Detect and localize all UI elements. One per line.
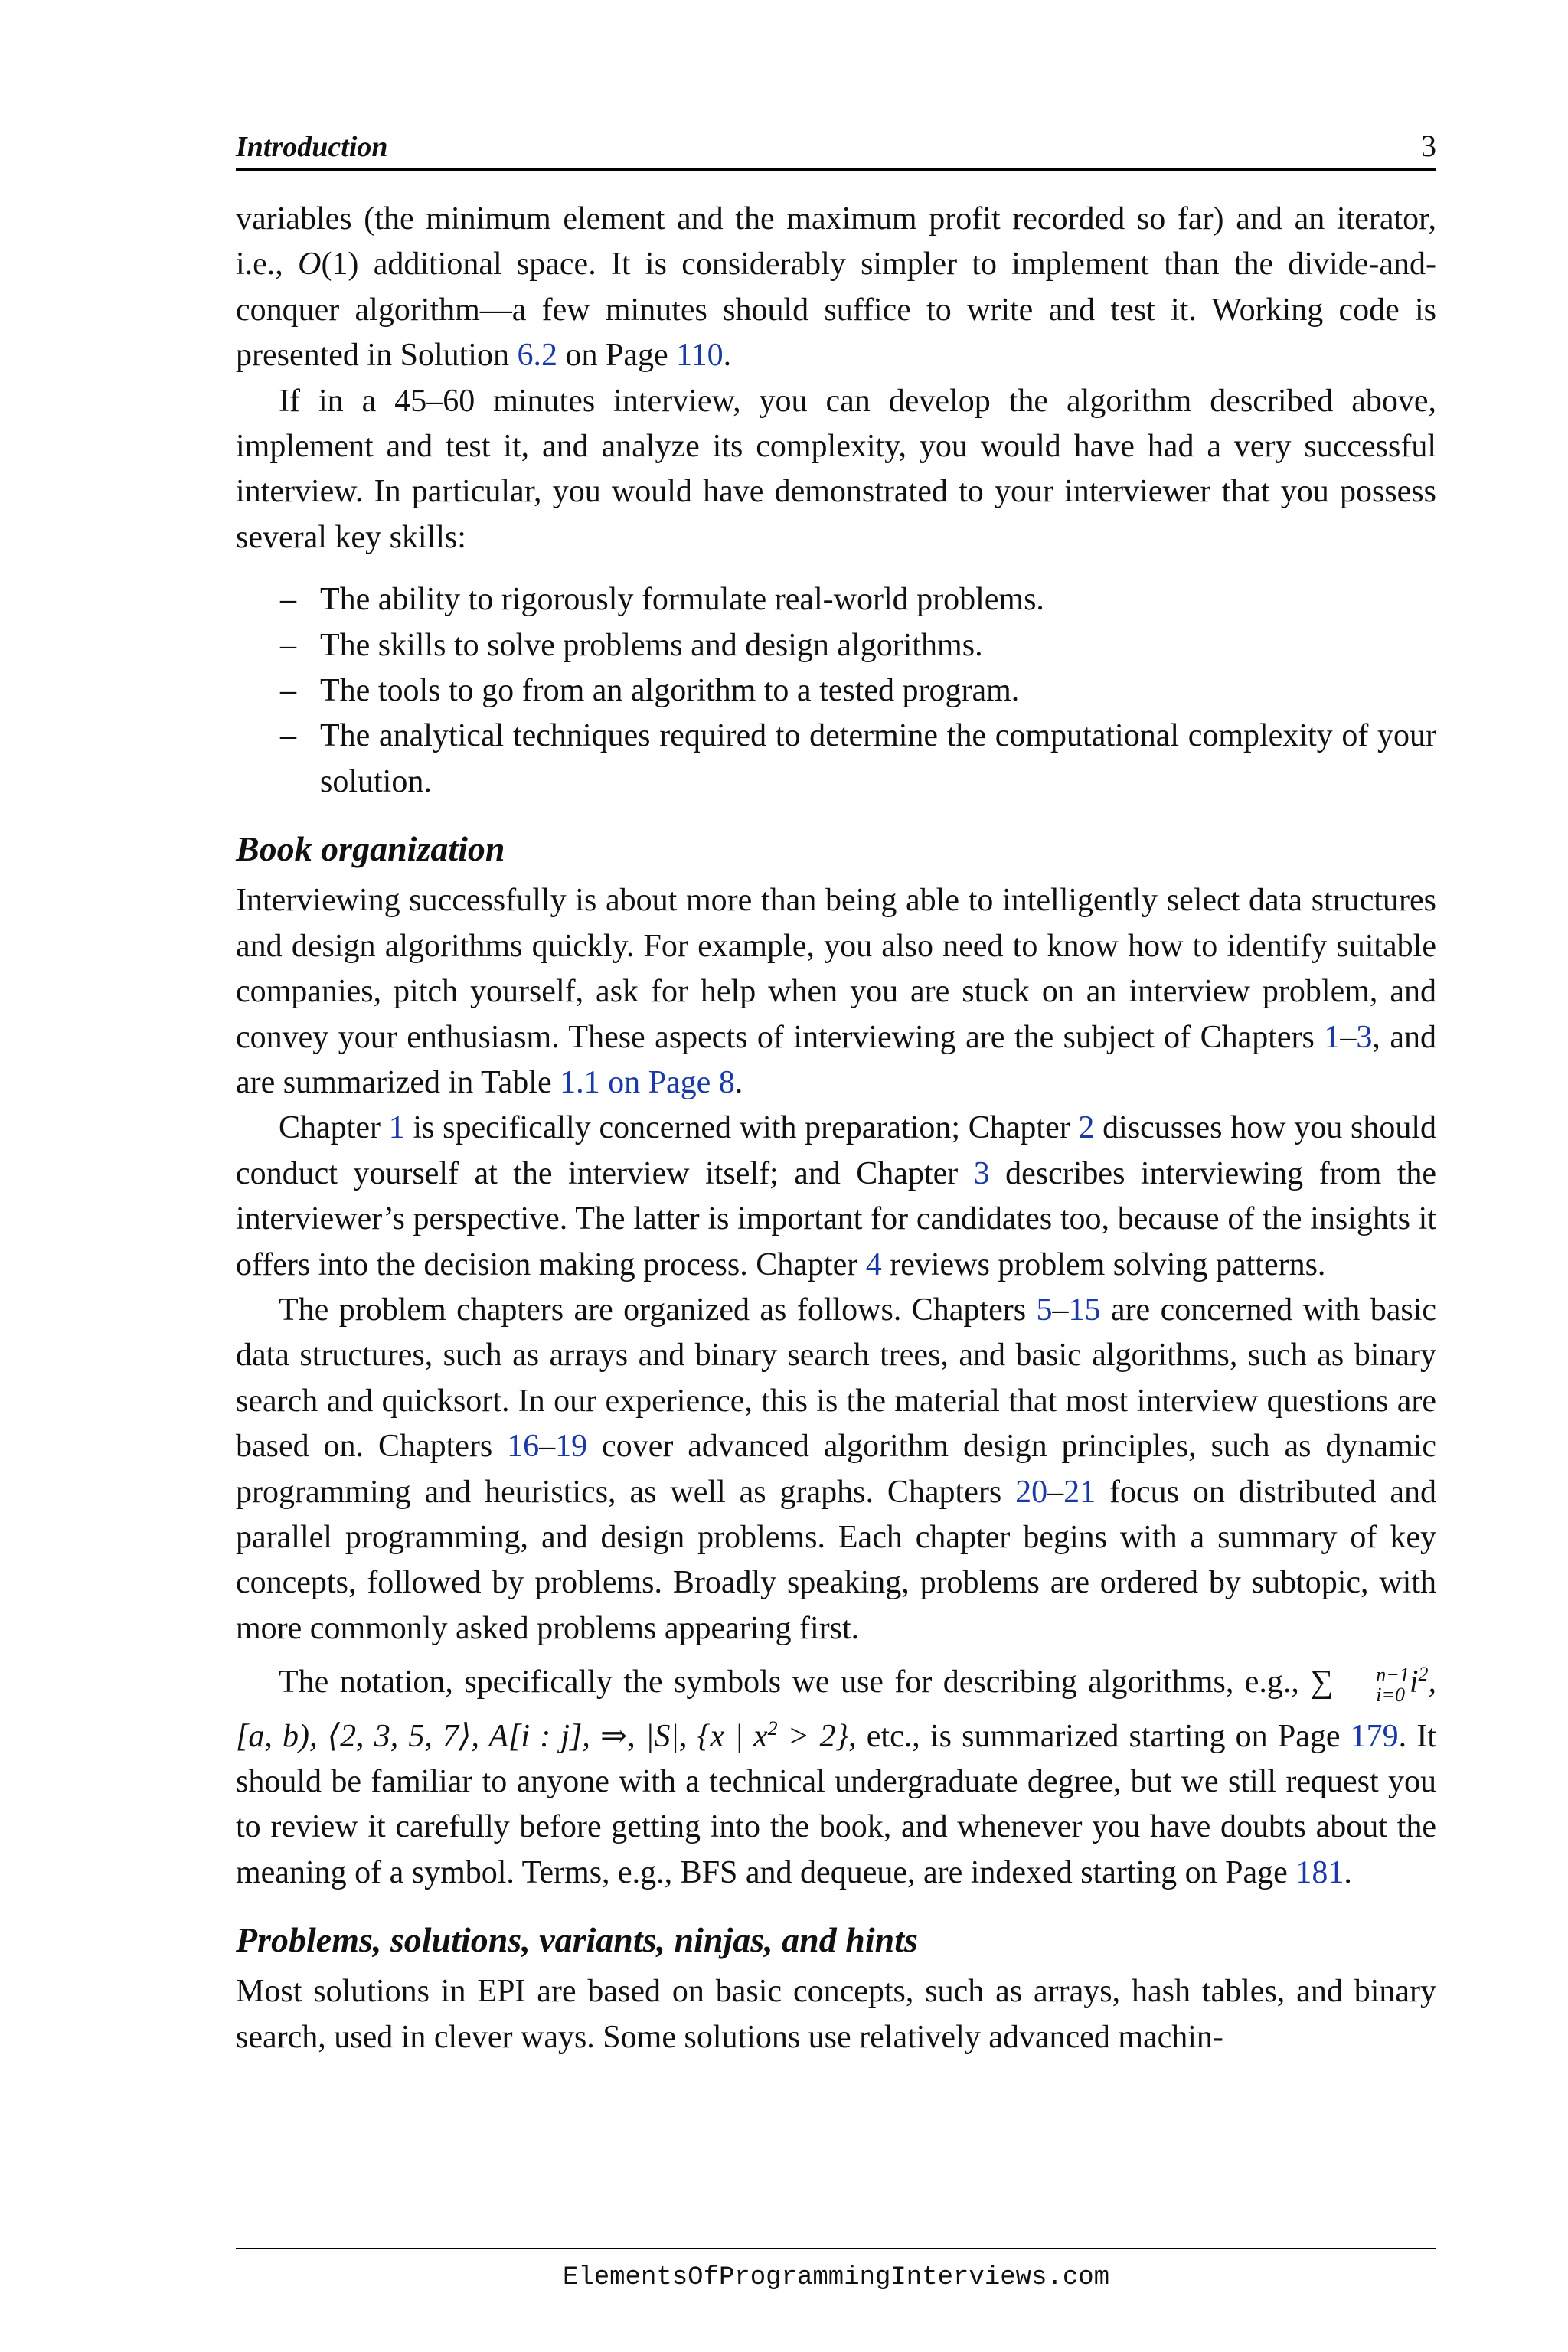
text: on Page xyxy=(557,338,677,374)
text: The notation, specifically the symbols we use for describing algorithms, e.g., xyxy=(279,1664,1311,1700)
link-chapter-3[interactable]: 3 xyxy=(1356,1019,1373,1055)
text: The problem chapters are organized as follows. Chapters xyxy=(279,1292,1037,1328)
link-page-179[interactable]: 179 xyxy=(1350,1718,1399,1754)
text: describes interviewing from the interviewer’s perspective. The latter is important for candidates too, because of the insights it offers into the decision making process. Chapter xyxy=(236,1155,1436,1282)
link-chapter-1[interactable]: 1 xyxy=(1324,1019,1341,1055)
sum-limits xyxy=(1333,1665,1410,1705)
link-solution-6-2[interactable]: 6.2 xyxy=(517,338,557,374)
text: – xyxy=(539,1429,556,1465)
page-number: 3 xyxy=(1421,129,1436,163)
text: , etc., is summarized starting on Page xyxy=(848,1718,1351,1754)
link-chapter-1[interactable]: 1 xyxy=(388,1110,405,1146)
text: – xyxy=(1340,1019,1357,1055)
text: Chapter xyxy=(279,1110,389,1146)
link-chapter-2[interactable]: 2 xyxy=(1078,1110,1095,1146)
text: Interviewing successfully is about more than being able to intelligently select data structures and design algorithms quickly. For example, you also need to know how to identify suitable companies, pitch yourself, ask for help when you are stuck on an interview problem, and convey your enthusiasm. These aspects of interviewing are the subject of Chapters xyxy=(236,883,1436,1055)
chapter-title: Introduction xyxy=(236,131,388,163)
paragraph-2: If in a 45–60 minutes interview, you can develop the algorithm described above, implement and test it, and analyze its complexity, you would have had a very successful interview. In particular, you would have demonstrated to your interviewer that you possess several key skills: xyxy=(236,383,1436,555)
link-chapter-4[interactable]: 4 xyxy=(865,1246,882,1282)
link-table-1-1[interactable]: 1.1 on Page 8 xyxy=(560,1064,735,1100)
list-item: – The tools to go from an algorithm to a tested program. xyxy=(236,668,1436,714)
paragraph-3 xyxy=(236,878,1436,1106)
skills-list xyxy=(236,577,1436,805)
text: , and are summarized in Table xyxy=(236,1019,1436,1100)
sum-lower-limit: i=0 xyxy=(1376,1683,1406,1706)
text: . xyxy=(1344,1854,1352,1890)
text: is specifically concerned with preparation; Chapter xyxy=(404,1110,1079,1146)
text: – xyxy=(1047,1474,1064,1510)
notation-list: > 2} xyxy=(777,1718,849,1754)
paragraph-7: Most solutions in EPI are based on basic concepts, such as arrays, hash tables, and binary search, used in clever ways. Some solutions use relatively advanced machin- xyxy=(236,1974,1436,2055)
running-header xyxy=(236,127,1436,171)
text: cover advanced algorithm design principles, such as dynamic programming and heuristics, as well as graphs. Chapters xyxy=(236,1429,1436,1510)
text: – xyxy=(1052,1292,1069,1328)
big-o-symbol: O xyxy=(298,247,322,283)
section-heading-book-organization: Book organization xyxy=(236,829,505,869)
page xyxy=(236,127,1436,2060)
text: discusses how you should conduct yourself at the interview itself; and Chapter xyxy=(236,1110,1436,1191)
list-item: – The ability to rigorously formulate real-world problems. xyxy=(236,577,1436,622)
math-var: i xyxy=(1409,1664,1419,1700)
exponent: 2 xyxy=(767,1717,778,1740)
body-text xyxy=(236,197,1436,2060)
footer-url: ElementsOfProgrammingInterviews.com xyxy=(236,2248,1436,2292)
sum-symbol: ∑ xyxy=(1310,1664,1334,1700)
text: . xyxy=(734,1064,743,1100)
text: reviews problem solving patterns. xyxy=(881,1246,1326,1282)
link-chapter-19[interactable]: 19 xyxy=(555,1429,588,1465)
link-chapter-21[interactable]: 21 xyxy=(1063,1474,1096,1510)
link-chapter-16[interactable]: 16 xyxy=(507,1429,540,1465)
link-chapter-20[interactable]: 20 xyxy=(1015,1474,1048,1510)
text: . It should be familiar to anyone with a technical undergraduate degree, but we still request you to review it carefully before getting into the book, and whenever you have doubts about the meaning of a symbol. Terms, e.g., BFS and dequeue, are indexed starting on Page xyxy=(236,1718,1436,1890)
sum-upper-limit: n−1 xyxy=(1376,1663,1410,1686)
text: variables (the minimum element and the maximum profit recorded so far) and an iterator, i.e., xyxy=(236,201,1436,283)
text: focus on distributed and parallel programming, and design problems. Each chapter begins with a summary of key concepts, followed by problems. Broadly speaking, problems are ordered by subtopic, with more commonly asked problems appearing first. xyxy=(236,1474,1437,1646)
list-item: – The skills to solve problems and design algorithms. xyxy=(236,623,1436,668)
link-chapter-3[interactable]: 3 xyxy=(973,1155,990,1191)
paragraph-6 xyxy=(236,1651,1436,1896)
link-page-110[interactable]: 110 xyxy=(676,338,724,374)
text: (1) additional space. It is considerably simpler to implement than the divide-and-conquer algorithm—a few minutes should suffice to write and test it. Working code is presented in Solution xyxy=(236,247,1436,374)
section-heading-problems-solutions: Problems, solutions, variants, ninjas, and hints xyxy=(236,1920,918,1960)
paragraph-4 xyxy=(236,1106,1436,1288)
link-chapter-15[interactable]: 15 xyxy=(1068,1292,1101,1328)
link-chapter-5[interactable]: 5 xyxy=(1036,1292,1053,1328)
notation-list: , [a, b), ⟨2, 3, 5, 7⟩, A[i : j], ⇒, |S|, {x | x xyxy=(236,1664,1436,1754)
text: . xyxy=(723,338,732,374)
paragraph-5 xyxy=(236,1288,1436,1651)
link-page-181[interactable]: 181 xyxy=(1295,1854,1344,1890)
paragraph-1 xyxy=(236,197,1436,379)
list-item: – The analytical techniques required to determine the computational complexity of your solution. xyxy=(236,714,1436,805)
exponent: 2 xyxy=(1418,1663,1429,1686)
text: are concerned with basic data structures, such as arrays and binary search trees, and basic algorithms, such as binary search and quicksort. In our experience, this is the material that most interview questions are based on. Chapters xyxy=(236,1292,1437,1465)
